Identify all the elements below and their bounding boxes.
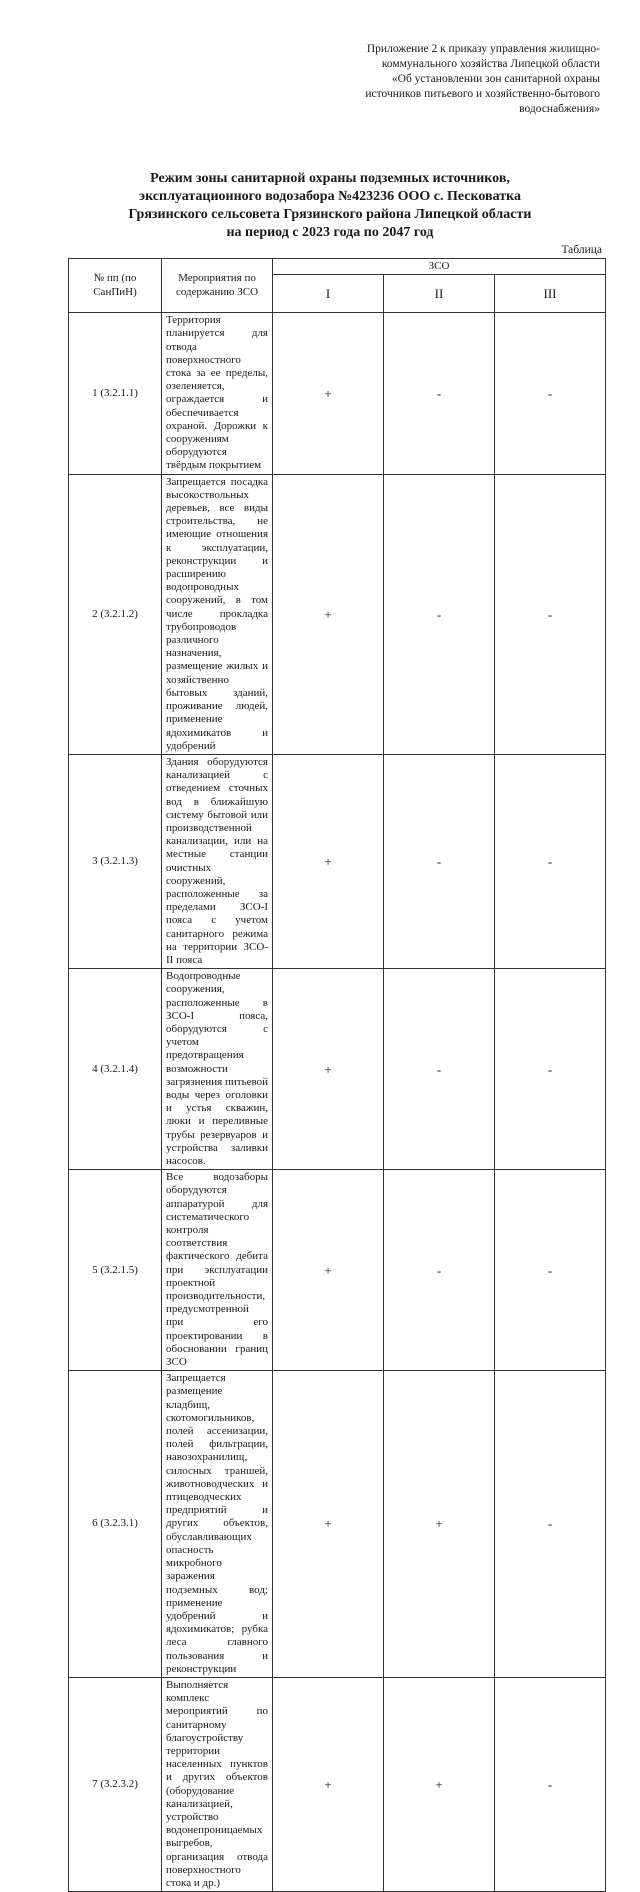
zone-2-mark: +: [384, 1371, 495, 1678]
zone-2-mark: -: [384, 1170, 495, 1371]
title-line: эксплуатационного водозабора №423236 ООО с. Песковатка: [139, 189, 521, 204]
zone-2-mark: -: [384, 313, 495, 474]
appendix-line: Приложение 2 к приказу управления жилищно-: [366, 43, 600, 55]
appendix-line: «Об установлении зон санитарной охраны: [391, 73, 600, 85]
zone-1-mark: +: [273, 754, 384, 968]
row-text: Выполняется комплекс мероприятий по санитарному благоустройству территории населенных пунктов и других объектов (оборудование канализацией, устройство водонепроницаемых выгребов, организация отвода поверхностного стока и др.): [162, 1677, 273, 1891]
document-title: [60, 170, 600, 242]
table-row: [69, 313, 606, 474]
row-num: 3 (3.2.1.3): [69, 754, 162, 968]
title-line: Режим зоны санитарной охраны подземных источников,: [150, 171, 510, 186]
zone-1-mark: +: [273, 969, 384, 1170]
zone-3-mark: -: [495, 969, 606, 1170]
table-row: [69, 969, 606, 1170]
zone-2-mark: +: [384, 1677, 495, 1891]
zone-1-mark: +: [273, 1371, 384, 1678]
row-num: 4 (3.2.1.4): [69, 969, 162, 1170]
row-text: Территория планируется для отвода поверхностного стока за ее пределы, озеленяется, ограждается и обеспечивается охраной. Дорожки к сооружениям оборудуются твёрдым покрытием: [162, 313, 273, 474]
appendix-line: водоснабжения»: [519, 103, 600, 115]
zone-2-mark: -: [384, 474, 495, 754]
zone-3-mark: -: [495, 1677, 606, 1891]
header-zone-1: I: [273, 275, 384, 313]
zone-3-mark: -: [495, 474, 606, 754]
header-zone-group: ЗСО: [273, 259, 606, 275]
table-row: [69, 1371, 606, 1678]
title-line: Грязинского сельсовета Грязинского района Липецкой области: [128, 207, 532, 222]
zone-2-mark: -: [384, 754, 495, 968]
row-num: 6 (3.2.3.1): [69, 1371, 162, 1678]
row-text: Здания оборудуются канализацией с отведением сточных вод в ближайшую систему бытовой или производственной канализации, или на местные станции очистных сооружений, расположенные за пределами ЗСО-I пояса с учетом санитарного режима на территории ЗСО-II пояса: [162, 754, 273, 968]
table-row: [69, 754, 606, 968]
zone-2-mark: -: [384, 969, 495, 1170]
appendix-line: коммунального хозяйства Липецкой области: [381, 58, 600, 70]
header-activity: Мероприятия по содержанию ЗСО: [162, 259, 273, 313]
zone-1-mark: +: [273, 1170, 384, 1371]
row-num: 5 (3.2.1.5): [69, 1170, 162, 1371]
title-line: на период с 2023 года по 2047 год: [226, 225, 434, 240]
table-caption: Таблица: [561, 244, 602, 256]
header-zone-2: II: [384, 275, 495, 313]
table-row: [69, 1677, 606, 1891]
row-text: Водопроводные сооружения, расположенные в ЗСО-I пояса, оборудуются с учетом предотвращения возможности загрязнения питьевой воды через оголовки и устья скважин, люки и переливные трубы резервуаров и устройства заливки насосов.: [162, 969, 273, 1170]
table-header-row: [69, 259, 606, 275]
appendix-line: источников питьевого и хозяйственно-бытового: [365, 88, 600, 100]
row-num: 7 (3.2.3.2): [69, 1677, 162, 1891]
row-text: Запрещается посадка высокоствольных деревьев, все виды строительства, не имеющие отношения к эксплуатации, реконструкции и расширению водопроводных сооружений, в том числе прокладка трубопроводов различного назначения, размещение жилых и хозяйственно бытовых зданий, проживание людей, применение ядохимикатов и удобрений: [162, 474, 273, 754]
zone-3-mark: -: [495, 754, 606, 968]
measures-table: [68, 258, 606, 1892]
row-num: 2 (3.2.1.2): [69, 474, 162, 754]
zone-3-mark: -: [495, 1170, 606, 1371]
row-num: 1 (3.2.1.1): [69, 313, 162, 474]
row-text: Все водозаборы оборудуются аппаратурой для систематического контроля соответствия фактического дебита при эксплуатации проектной производительности, предусмотренной при его проектировании в обосновании границ ЗСО: [162, 1170, 273, 1371]
zone-1-mark: +: [273, 474, 384, 754]
zone-1-mark: +: [273, 1677, 384, 1891]
appendix-header: [300, 42, 600, 117]
zone-3-mark: -: [495, 1371, 606, 1678]
zone-1-mark: +: [273, 313, 384, 474]
zone-3-mark: -: [495, 313, 606, 474]
table-row: [69, 474, 606, 754]
header-num: № пп (по СанПиН): [69, 259, 162, 313]
table-row: [69, 1170, 606, 1371]
row-text: Запрещается размещение кладбищ, скотомогильников, полей ассенизации, полей фильтрации, навозохранилищ, силосных траншей, животноводческих и птицеводческих предприятий и других объектов, обуславливающих опасность микробного заражения подземных вод; применение удобрений и ядохимикатов; рубка леса главного пользования и реконструкции: [162, 1371, 273, 1678]
header-zone-3: III: [495, 275, 606, 313]
